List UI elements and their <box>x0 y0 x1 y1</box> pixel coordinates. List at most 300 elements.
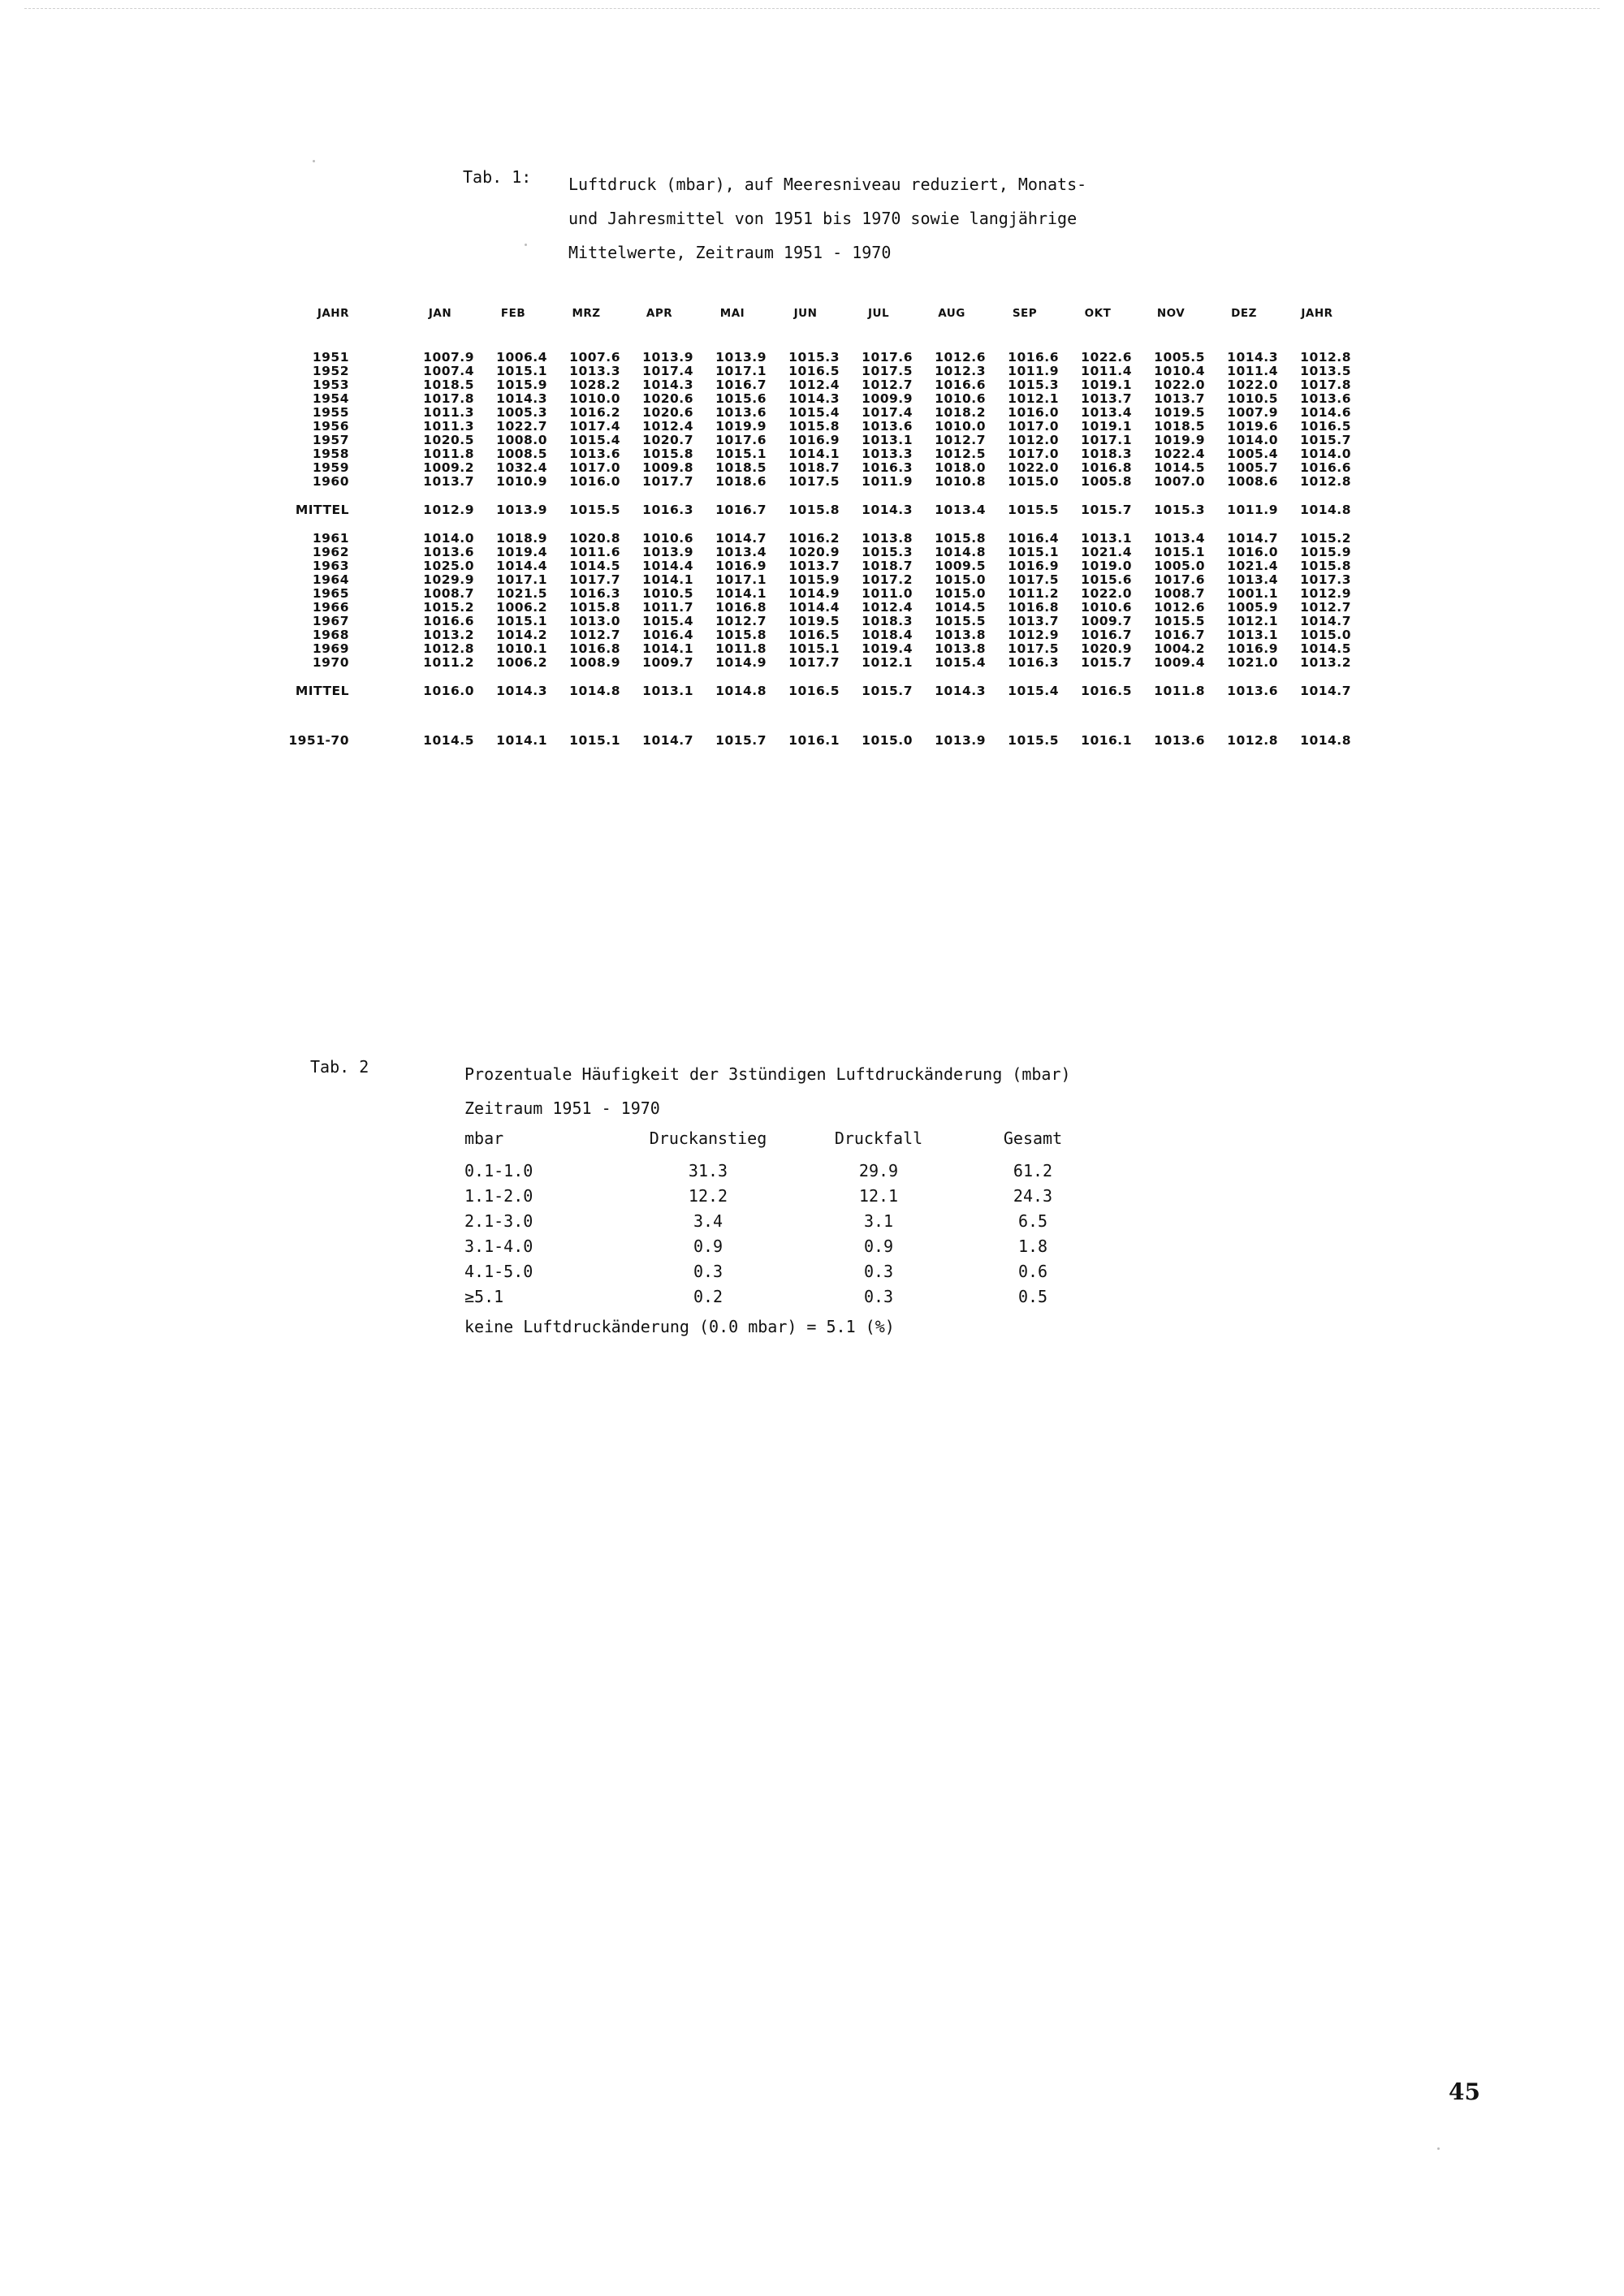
table-cell: 1019.0 <box>1081 559 1132 573</box>
table-cell: 1021.4 <box>1227 559 1278 573</box>
table-cell: 1011.9 <box>1227 503 1278 517</box>
table-cell: 1016.9 <box>788 433 840 447</box>
table-cell: 1008.7 <box>423 586 474 601</box>
row-label: mbar <box>464 1129 504 1148</box>
table-cell: 0.2 <box>693 1287 723 1306</box>
table-cell: 1017.0 <box>1008 419 1059 434</box>
table-cell: 1011.7 <box>642 600 693 615</box>
table-cell: 1017.8 <box>423 391 474 406</box>
table-cell: 1016.6 <box>1008 350 1059 365</box>
table-cell: AUG <box>938 307 965 320</box>
table-cell: 1015.0 <box>935 586 986 601</box>
table-cell: 1014.8 <box>1300 733 1351 748</box>
table-cell: 1015.2 <box>423 600 474 615</box>
table-cell: 1014.8 <box>1300 503 1351 517</box>
table-cell: APR <box>646 307 673 320</box>
table-cell: 1015.4 <box>935 655 986 670</box>
table-cell: 1019.9 <box>1154 433 1205 447</box>
table-cell: 1014.8 <box>715 684 767 698</box>
table-cell: 1014.1 <box>642 641 693 656</box>
row-label: 1.1-2.0 <box>464 1186 533 1206</box>
table-cell: 1017.1 <box>496 572 547 587</box>
table-cell: 1013.7 <box>423 474 474 489</box>
table-cell: 1017.0 <box>569 460 620 475</box>
table-cell: 1013.9 <box>642 545 693 559</box>
table-cell: 1013.8 <box>935 641 986 656</box>
table-cell: 1013.4 <box>935 503 986 517</box>
row-label: ≥5.1 <box>464 1287 504 1306</box>
table-cell: 1012.1 <box>1227 614 1278 628</box>
table-cell: 1015.4 <box>642 614 693 628</box>
table-cell: 1011.8 <box>1154 684 1205 698</box>
table-cell: 1019.4 <box>862 641 913 656</box>
table-cell: 1014.2 <box>496 628 547 642</box>
table-cell: 1010.5 <box>1227 391 1278 406</box>
table-cell: 1011.0 <box>862 586 913 601</box>
row-label: 1952 <box>312 364 349 378</box>
table-cell: 1022.0 <box>1154 378 1205 392</box>
table-cell: 1009.7 <box>1081 614 1132 628</box>
table-cell: 1013.6 <box>1154 733 1205 748</box>
table-cell: FEB <box>500 307 526 320</box>
table-cell: 1015.0 <box>1008 474 1059 489</box>
table-cell: 1019.5 <box>1154 405 1205 420</box>
table2-title-line: Zeitraum 1951 - 1970 <box>464 1098 660 1118</box>
table-cell: 1013.9 <box>496 503 547 517</box>
table-cell: 1012.5 <box>935 447 986 461</box>
table-cell: 1006.2 <box>496 655 547 670</box>
table-cell: 1012.4 <box>642 419 693 434</box>
table-cell: NOV <box>1156 307 1186 320</box>
row-label: 1958 <box>312 447 349 461</box>
table-cell: 1014.3 <box>935 684 986 698</box>
table-cell: 1020.8 <box>569 531 620 546</box>
table-cell: 1018.5 <box>715 460 767 475</box>
table-cell: 1012.9 <box>1008 628 1059 642</box>
table-cell: 1013.4 <box>715 545 767 559</box>
table-cell: 1016.9 <box>1008 559 1059 573</box>
table-cell: 6.5 <box>1017 1211 1048 1231</box>
scan-speck <box>313 160 315 162</box>
row-label: 1970 <box>312 655 349 670</box>
row-label: 1955 <box>312 405 349 420</box>
table-cell: 1017.7 <box>569 572 620 587</box>
table-cell: 1014.0 <box>1300 447 1351 461</box>
row-label: 1965 <box>312 586 349 601</box>
table-cell: 1013.6 <box>423 545 474 559</box>
table-cell: 1013.6 <box>715 405 767 420</box>
table-cell: 1014.3 <box>788 391 840 406</box>
table-cell: 1019.1 <box>1081 419 1132 434</box>
table2-note: keine Luftdruckänderung (0.0 mbar) = 5.1 (%) <box>464 1317 895 1336</box>
table-cell: 1012.7 <box>569 628 620 642</box>
table-cell: 1013.9 <box>935 733 986 748</box>
table-cell: 1014.1 <box>715 586 767 601</box>
table-cell: 3.1 <box>863 1211 894 1231</box>
table-cell: 1014.1 <box>496 733 547 748</box>
table-cell: 1008.5 <box>496 447 547 461</box>
table-cell: 1011.4 <box>1081 364 1132 378</box>
table-cell: 1017.3 <box>1300 572 1351 587</box>
table-cell: 1016.0 <box>1008 405 1059 420</box>
table-cell: 1014.4 <box>788 600 840 615</box>
table-cell: 1011.9 <box>1008 364 1059 378</box>
row-label: 0.1-1.0 <box>464 1161 533 1180</box>
table-cell: 1015.5 <box>569 503 620 517</box>
table-cell: 1011.2 <box>1008 586 1059 601</box>
row-label: 1961 <box>312 531 349 546</box>
table-cell: 1021.5 <box>496 586 547 601</box>
table-cell: 1018.6 <box>715 474 767 489</box>
table-cell: 1012.1 <box>1008 391 1059 406</box>
table-cell: 1011.3 <box>423 419 474 434</box>
table-cell: 1005.5 <box>1154 350 1205 365</box>
table-cell: Druckfall <box>834 1129 923 1148</box>
table-cell: 1022.6 <box>1081 350 1132 365</box>
table-cell: 1006.2 <box>496 600 547 615</box>
table-cell: 1012.8 <box>1300 350 1351 365</box>
table-cell: 1015.1 <box>569 733 620 748</box>
table-cell: 1014.1 <box>642 572 693 587</box>
table-cell: 1012.3 <box>935 364 986 378</box>
table-cell: 1009.5 <box>935 559 986 573</box>
table-cell: 1016.7 <box>715 378 767 392</box>
table-cell: 1010.1 <box>496 641 547 656</box>
table-cell: 1015.3 <box>1154 503 1205 517</box>
table-cell: 1013.6 <box>862 419 913 434</box>
table-cell: 1013.1 <box>1081 531 1132 546</box>
table-cell: 31.3 <box>688 1161 728 1180</box>
table-cell: 1007.9 <box>423 350 474 365</box>
table-cell: 1016.5 <box>788 628 840 642</box>
scan-edge-line <box>24 8 1600 9</box>
table-cell: 1015.6 <box>1081 572 1132 587</box>
table-cell: 0.3 <box>863 1262 894 1281</box>
table-cell: 1014.3 <box>1227 350 1278 365</box>
table-cell: 1016.4 <box>642 628 693 642</box>
table1-caption-line: und Jahresmittel von 1951 bis 1970 sowie langjährige <box>568 209 1078 228</box>
table-cell: 1018.3 <box>862 614 913 628</box>
table-cell: 1010.6 <box>935 391 986 406</box>
table-cell: 1005.8 <box>1081 474 1132 489</box>
table-cell: SEP <box>1012 307 1038 320</box>
table-cell: 1014.4 <box>642 559 693 573</box>
table-cell: 1015.8 <box>1300 559 1351 573</box>
table-cell: 1015.2 <box>1300 531 1351 546</box>
table-cell: 1013.2 <box>1300 655 1351 670</box>
table-cell: JAHR <box>1301 307 1333 320</box>
table-cell: 1010.8 <box>935 474 986 489</box>
table-cell: 1013.7 <box>1154 391 1205 406</box>
row-label: 1963 <box>312 559 349 573</box>
table-cell: 1022.0 <box>1081 586 1132 601</box>
table-cell: JUN <box>793 307 818 320</box>
table-cell: 1016.3 <box>1008 655 1059 670</box>
table-cell: 1017.1 <box>715 364 767 378</box>
table-cell: 1.8 <box>1017 1236 1048 1256</box>
table-cell: 1017.0 <box>1008 447 1059 461</box>
table1-caption-line: Mittelwerte, Zeitraum 1951 - 1970 <box>568 243 892 262</box>
table-cell: 1010.5 <box>642 586 693 601</box>
table-cell: 1005.7 <box>1227 460 1278 475</box>
table-cell: 1015.1 <box>496 614 547 628</box>
table-cell: 1014.3 <box>642 378 693 392</box>
table-cell: 1009.2 <box>423 460 474 475</box>
table-cell: 1016.8 <box>1081 460 1132 475</box>
table-cell: 1019.6 <box>1227 419 1278 434</box>
table-cell: 1013.8 <box>935 628 986 642</box>
table-cell: 0.9 <box>863 1236 894 1256</box>
row-label: 1969 <box>312 641 349 656</box>
table-cell: 1014.1 <box>788 447 840 461</box>
table-cell: 1001.1 <box>1227 586 1278 601</box>
table-cell: 1016.5 <box>788 684 840 698</box>
table-cell: 1017.5 <box>1008 641 1059 656</box>
row-label: 1967 <box>312 614 349 628</box>
table-cell: 1019.4 <box>496 545 547 559</box>
table-cell: 1014.0 <box>1227 433 1278 447</box>
table-cell: 1012.8 <box>423 641 474 656</box>
table-cell: 1014.7 <box>1227 531 1278 546</box>
table-cell: 1015.7 <box>1081 503 1132 517</box>
table-cell: 1014.3 <box>862 503 913 517</box>
table-cell: 1016.5 <box>1300 419 1351 434</box>
table-cell: 1016.0 <box>569 474 620 489</box>
table-cell: 1015.4 <box>1008 684 1059 698</box>
row-label: 1956 <box>312 419 349 434</box>
table-cell: 1018.7 <box>788 460 840 475</box>
table-cell: 1015.6 <box>715 391 767 406</box>
table-cell: 1012.6 <box>935 350 986 365</box>
table-cell: 1009.7 <box>642 655 693 670</box>
table-cell: 1019.1 <box>1081 378 1132 392</box>
table-cell: 1018.5 <box>423 378 474 392</box>
table-cell: 1010.6 <box>1081 600 1132 615</box>
table-cell: 0.3 <box>693 1262 723 1281</box>
row-label: 1954 <box>312 391 349 406</box>
table-cell: 1017.4 <box>642 364 693 378</box>
table-cell: 1022.0 <box>1227 378 1278 392</box>
table-cell: 1013.9 <box>642 350 693 365</box>
table-cell: 1016.6 <box>423 614 474 628</box>
table-cell: 1011.8 <box>715 641 767 656</box>
table-cell: 1016.9 <box>715 559 767 573</box>
table-cell: 1032.4 <box>496 460 547 475</box>
table-cell: 1015.9 <box>496 378 547 392</box>
table-cell: 1013.7 <box>1008 614 1059 628</box>
table-cell: 1007.6 <box>569 350 620 365</box>
table-cell: 1015.5 <box>935 614 986 628</box>
table-cell: 1014.7 <box>1300 614 1351 628</box>
row-label: MITTEL <box>295 503 349 517</box>
table-cell: 1013.6 <box>1227 684 1278 698</box>
table-cell: 1014.0 <box>423 531 474 546</box>
table-cell: Gesamt <box>1003 1129 1063 1148</box>
table-cell: 1010.6 <box>642 531 693 546</box>
table-cell: 1018.7 <box>862 559 913 573</box>
table-cell: 1015.1 <box>715 447 767 461</box>
table-cell: 1016.2 <box>788 531 840 546</box>
table-cell: 1014.6 <box>1300 405 1351 420</box>
table-cell: 1028.2 <box>569 378 620 392</box>
table-cell: 1013.9 <box>715 350 767 365</box>
table-cell: 1017.7 <box>642 474 693 489</box>
row-label: 1968 <box>312 628 349 642</box>
table-cell: 1012.9 <box>1300 586 1351 601</box>
table-cell: 1016.8 <box>1008 600 1059 615</box>
table-cell: 1008.9 <box>569 655 620 670</box>
table-cell: 1018.3 <box>1081 447 1132 461</box>
table-cell: 1004.2 <box>1154 641 1205 656</box>
table-cell: 1006.4 <box>496 350 547 365</box>
table-cell: 1007.9 <box>1227 405 1278 420</box>
table-cell: 1020.9 <box>1081 641 1132 656</box>
table-cell: 1013.4 <box>1227 572 1278 587</box>
table-cell: 1016.1 <box>1081 733 1132 748</box>
table-cell: MRZ <box>572 307 601 320</box>
table-cell: 1014.9 <box>715 655 767 670</box>
table-cell: 1015.7 <box>862 684 913 698</box>
table-cell: 0.5 <box>1017 1287 1048 1306</box>
table-cell: 1015.9 <box>1300 545 1351 559</box>
table-cell: 1017.8 <box>1300 378 1351 392</box>
table-cell: 12.1 <box>858 1186 899 1206</box>
table-cell: 1014.8 <box>569 684 620 698</box>
table-cell: OKT <box>1084 307 1112 320</box>
table-cell: 1017.4 <box>862 405 913 420</box>
table-cell: 1012.6 <box>1154 600 1205 615</box>
table-cell: 1013.1 <box>642 684 693 698</box>
table-cell: 1021.0 <box>1227 655 1278 670</box>
row-label: 1957 <box>312 433 349 447</box>
table1-caption-line: Luftdruck (mbar), auf Meeresniveau reduziert, Monats- <box>568 175 1087 194</box>
table-cell: MAI <box>719 307 745 320</box>
table2-label: Tab. 2 <box>310 1057 369 1077</box>
table-cell: 1016.5 <box>788 364 840 378</box>
table-cell: 1012.7 <box>715 614 767 628</box>
table-cell: 1016.0 <box>423 684 474 698</box>
table-cell: 1008.7 <box>1154 586 1205 601</box>
table-cell: 1017.7 <box>788 655 840 670</box>
table-cell: 1015.7 <box>715 733 767 748</box>
table-cell: 1015.7 <box>1300 433 1351 447</box>
table-cell: JAN <box>428 307 452 320</box>
table-cell: 1009.4 <box>1154 655 1205 670</box>
table-cell: 1011.9 <box>862 474 913 489</box>
table-cell: 1015.3 <box>862 545 913 559</box>
table-cell: 1013.4 <box>1154 531 1205 546</box>
table-cell: 1013.3 <box>569 364 620 378</box>
row-label: 1959 <box>312 460 349 475</box>
table-cell: 1012.9 <box>423 503 474 517</box>
table-cell: 1022.4 <box>1154 447 1205 461</box>
table-cell: 1005.3 <box>496 405 547 420</box>
table-cell: 0.3 <box>863 1287 894 1306</box>
table-cell: 1013.1 <box>862 433 913 447</box>
table-cell: 1017.5 <box>788 474 840 489</box>
table-cell: 1014.3 <box>496 684 547 698</box>
table-cell: 1015.0 <box>862 733 913 748</box>
table-cell: 1016.3 <box>569 586 620 601</box>
table-cell: 1016.3 <box>862 460 913 475</box>
table-cell: 1029.9 <box>423 572 474 587</box>
table-cell: 1005.4 <box>1227 447 1278 461</box>
table-cell: 3.4 <box>693 1211 723 1231</box>
table1-caption <box>568 167 1086 270</box>
table-cell: 1017.6 <box>1154 572 1205 587</box>
table-cell: 1012.8 <box>1300 474 1351 489</box>
page-number: 45 <box>1449 2078 1480 2105</box>
table-cell: 1011.6 <box>569 545 620 559</box>
table-cell: 1018.4 <box>862 628 913 642</box>
table-cell: 12.2 <box>688 1186 728 1206</box>
table-cell: 1017.1 <box>1081 433 1132 447</box>
row-label: 2.1-3.0 <box>464 1211 533 1231</box>
table-cell: 1011.2 <box>423 655 474 670</box>
table-cell: 1014.7 <box>1300 684 1351 698</box>
table-cell: 1015.5 <box>1154 614 1205 628</box>
table-cell: 1013.6 <box>569 447 620 461</box>
table-cell: 1015.1 <box>496 364 547 378</box>
table-cell: 1014.3 <box>496 391 547 406</box>
table-cell: 1016.9 <box>1227 641 1278 656</box>
table-cell: JUL <box>867 307 890 320</box>
table-cell: 1015.4 <box>569 433 620 447</box>
table-cell: 1020.7 <box>642 433 693 447</box>
table-cell: 1009.8 <box>642 460 693 475</box>
table-cell: 1015.8 <box>715 628 767 642</box>
table-cell: 1014.5 <box>935 600 986 615</box>
table-cell: 1018.5 <box>1154 419 1205 434</box>
table-cell: 1014.5 <box>1300 641 1351 656</box>
table-cell: 24.3 <box>1013 1186 1053 1206</box>
table-cell: 1015.3 <box>788 350 840 365</box>
table-cell: 1015.0 <box>935 572 986 587</box>
table-cell: 1012.4 <box>788 378 840 392</box>
table-cell: 1016.2 <box>569 405 620 420</box>
table-cell: 1016.7 <box>715 503 767 517</box>
table-cell: 1014.8 <box>935 545 986 559</box>
row-label: 1951-70 <box>288 733 349 748</box>
table-cell: 1018.9 <box>496 531 547 546</box>
table-cell: 1015.3 <box>1008 378 1059 392</box>
table1-label: Tab. 1: <box>463 167 532 187</box>
table-cell: 1017.5 <box>1008 572 1059 587</box>
table-cell: 1012.8 <box>1227 733 1278 748</box>
table-cell: 1012.1 <box>862 655 913 670</box>
table-cell: 1008.6 <box>1227 474 1278 489</box>
table-cell: 1014.4 <box>496 559 547 573</box>
table-cell: 1015.1 <box>1154 545 1205 559</box>
table-cell: 1015.8 <box>935 531 986 546</box>
table-cell: 1017.6 <box>862 350 913 365</box>
table-cell: 1015.9 <box>788 572 840 587</box>
table-cell: 1016.8 <box>715 600 767 615</box>
row-label: JAHR <box>317 307 349 320</box>
row-label: 1962 <box>312 545 349 559</box>
table-cell: 1016.5 <box>1081 684 1132 698</box>
table-cell: 1020.5 <box>423 433 474 447</box>
table-cell: 1011.4 <box>1227 364 1278 378</box>
table-cell: 1015.8 <box>788 419 840 434</box>
table-cell: 1016.1 <box>788 733 840 748</box>
table-cell: 1020.9 <box>788 545 840 559</box>
table-cell: 1021.4 <box>1081 545 1132 559</box>
row-label: 1960 <box>312 474 349 489</box>
row-label: 1951 <box>312 350 349 365</box>
table-cell: 1014.5 <box>423 733 474 748</box>
table-cell: 1017.1 <box>715 572 767 587</box>
